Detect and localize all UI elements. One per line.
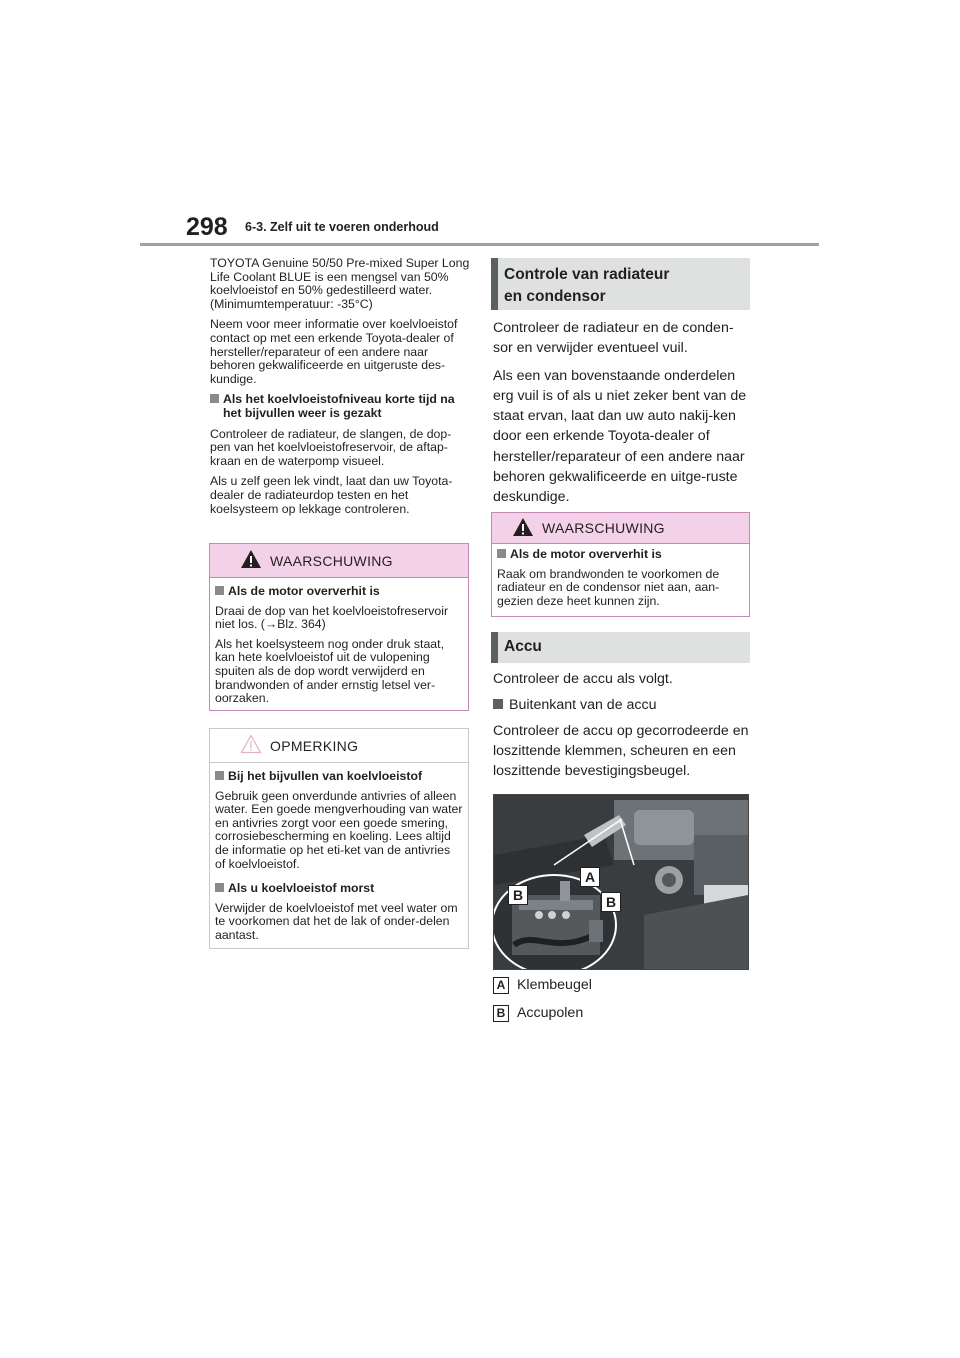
square-bullet-icon xyxy=(210,394,219,403)
square-bullet-icon xyxy=(215,771,224,780)
notice-subheading-2: Als u koelvloeistof morst xyxy=(215,882,463,896)
left-column xyxy=(210,257,470,523)
warning-title: WAARSCHUWING xyxy=(542,520,665,536)
square-bullet-icon xyxy=(215,883,224,892)
notice-header xyxy=(210,729,468,763)
battery-text xyxy=(493,669,751,788)
battery-subheading: Buitenkant van de accu xyxy=(493,695,751,715)
warning-subheading: Als de motor oververhit is xyxy=(497,548,744,562)
radiator-paragraph-2: Als een van bovenstaande onderdelen erg vuil is of als u niet zeker bent van de staat ervan, laat dan uw auto nakij-ken door een erkende Toyota-dealer of hersteller/reparateur of een andere naar behoren gekwalificeerde en uitge-ruste deskundige. xyxy=(493,367,747,506)
callout-b-right: B xyxy=(601,892,621,912)
notice-text-2: Verwijder de koelvloeistof met veel water om te voorkomen dat het de lak of onder-delen aantast. xyxy=(215,900,458,942)
section-heading-radiator: Controle van radiateur en condensor xyxy=(491,258,750,310)
warning-triangle-icon xyxy=(512,517,534,537)
engine-bay-illustration xyxy=(494,795,748,969)
notice-box xyxy=(209,728,469,949)
intro-paragraph-2: Neem voor meer informatie over koelvloeistof contact op met een erkende Toyota-dealer of hersteller/reparateur of een andere naar behoren gekwalificeerde en uitgeruste des-kundige. xyxy=(210,317,458,386)
legend-item-a xyxy=(493,977,592,994)
chapter-title: 6-3. Zelf uit te voeren onderhoud xyxy=(245,220,439,234)
radiator-text xyxy=(493,318,751,515)
battery-photo xyxy=(493,794,749,970)
notice-text-1: Gebruik geen onverdunde antivries of alleen water. Een goede mengverhouding van water en antivries zorgt voor een goede smering, corrosiebescherming en koeling. Lees altijd de informatie op het eti-ket van de antivries of koelvloeistof. xyxy=(215,788,463,871)
square-bullet-icon xyxy=(497,549,506,558)
radiator-paragraph-1: Controleer de radiateur en de conden-sor en verwijder eventueel vuil. xyxy=(493,320,734,357)
legend-label-b: Accupolen xyxy=(516,1005,584,1022)
legend-item-b xyxy=(493,1005,583,1022)
legend-label-a: Klembeugel xyxy=(516,977,592,994)
warning-header xyxy=(492,513,749,544)
warning-title: WAARSCHUWING xyxy=(270,553,393,569)
dealer-paragraph: Als u zelf geen lek vindt, laat dan uw Toyota-dealer de radiateurdop testen en het koelsysteem op lekkage controleren. xyxy=(210,474,453,516)
callout-a: A xyxy=(580,867,600,887)
square-bullet-icon xyxy=(215,586,224,595)
warning-triangle-icon xyxy=(240,549,262,569)
warning-text-1: Raak om brandwonden te voorkomen de radiateur en de condensor niet aan, aan-gezien deze heet kunnen zijn. xyxy=(497,566,720,608)
battery-paragraph-2: Controleer de accu op gecorrodeerde en loszittende klemmen, scheuren en een loszittende bevestigingsbeugel. xyxy=(493,722,749,780)
battery-paragraph-1: Controleer de accu als volgt. xyxy=(493,671,673,687)
coolant-drop-heading: Als het koelvloeistofniveau korte tijd na het bijvullen weer is gezakt xyxy=(210,393,470,420)
warning-subheading: Als de motor oververhit is xyxy=(215,585,463,599)
notice-title: OPMERKING xyxy=(270,738,359,754)
notice-subheading-1: Bij het bijvullen van koelvloeistof xyxy=(215,770,463,784)
warning-text-1: Draai de dop van het koelvloeistofreservoir niet los. (→Blz. 364) xyxy=(215,603,449,632)
warning-text-2: Als het koelsysteem nog onder druk staat, kan hete koelvloeistof uit de vulopening spuiten als de dop wordt verwijderd en brandwonden of ander ernstig letsel ver-oorzaken. xyxy=(215,636,444,706)
page-number: 298 xyxy=(186,213,228,241)
inspect-paragraph: Controleer de radiateur, de slangen, de dop-pen van het koelvloeistofreservoir, de aftap-kraan en de waterpomp visueel. xyxy=(210,426,452,468)
square-bullet-icon xyxy=(493,699,503,709)
intro-paragraph-1: TOYOTA Genuine 50/50 Pre-mixed Super Long Life Coolant BLUE is een mengsel van 50% koelvloeistof en 50% gedestilleerd water. (Minimumtemperatuur: -35°C) xyxy=(210,256,470,311)
section-heading-battery: Accu xyxy=(491,632,750,663)
callout-b-left: B xyxy=(508,885,528,905)
header-rule xyxy=(140,243,819,246)
warning-box-left xyxy=(209,543,469,711)
warning-box-right xyxy=(491,512,750,617)
legend-key-b: B xyxy=(493,1005,509,1022)
warning-header xyxy=(210,544,468,578)
legend-key-a: A xyxy=(493,977,509,994)
caution-triangle-icon xyxy=(240,734,262,754)
